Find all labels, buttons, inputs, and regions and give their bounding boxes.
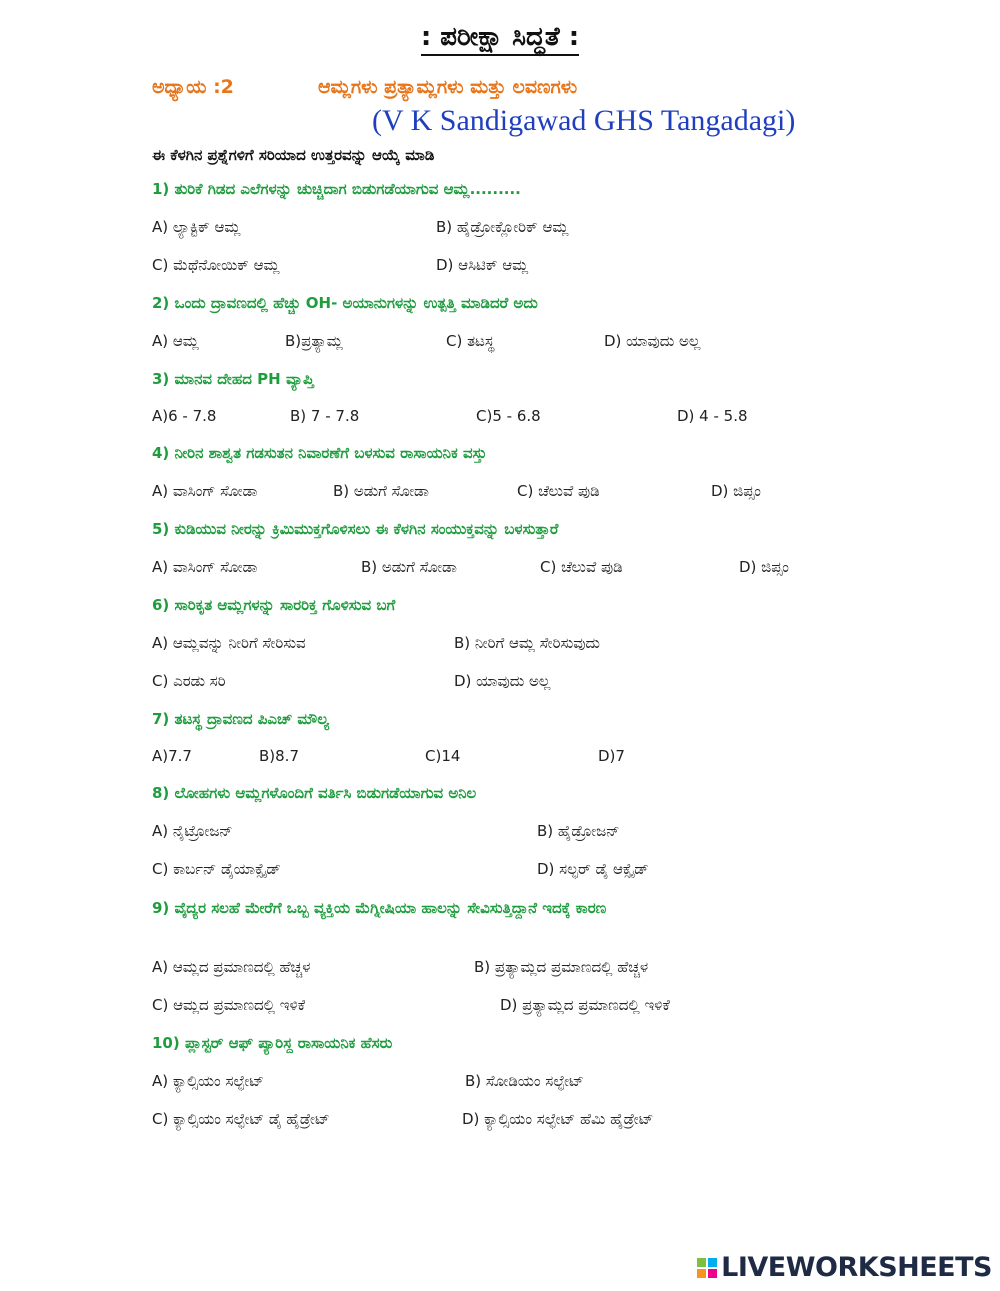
q4-option-d[interactable]: D) ಜಿಪ್ಸಂ xyxy=(711,482,761,500)
q6-option-d[interactable]: D) ಯಾವುದು ಅಲ್ಲ xyxy=(454,672,551,690)
question-6: 6) ಸಾರಿಕೃತ ಆಮ್ಲಗಳನ್ನು ಸಾರರಿಕ್ತ ಗೊಳಿಸುವ ಬಗೆ xyxy=(152,596,396,614)
q2-option-b[interactable]: B)ಪ್ರತ್ಯಾಮ್ಲ xyxy=(285,332,343,350)
logo-cube xyxy=(708,1269,717,1278)
q8-option-a[interactable]: A) ನೈಟ್ರೋಜನ್ xyxy=(152,822,233,840)
question-1: 1) ತುರಿಕೆ ಗಿಡದ ಎಲೆಗಳನ್ನು ಚುಚ್ಚಿದಾಗ ಬಿಡುಗಡೆಯಾಗುವ ಆಮ್ಲ......... xyxy=(152,180,521,198)
author-credit: (V K Sandigawad GHS Tangadagi) xyxy=(372,104,796,137)
q7-option-c[interactable]: C)14 xyxy=(425,747,461,765)
q3-option-d[interactable]: D) 4 - 5.8 xyxy=(677,407,748,425)
q8-option-d[interactable]: D) ಸಲ್ಫರ್ ಡೈ ಆಕ್ಸೈಡ್ xyxy=(537,860,649,878)
logo-cube xyxy=(708,1258,717,1267)
q4-option-b[interactable]: B) ಅಡುಗೆ ಸೋಡಾ xyxy=(333,482,429,500)
q5-option-d[interactable]: D) ಜಿಪ್ಸಂ xyxy=(739,558,789,576)
logo-cube xyxy=(697,1269,706,1278)
q9-option-a[interactable]: A) ಆಮ್ಲದ ಪ್ರಮಾಣದಲ್ಲಿ ಹೆಚ್ಚಳ xyxy=(152,958,311,976)
q6-option-a[interactable]: A) ಆಮ್ಲವನ್ನು ನೀರಿಗೆ ಸೇರಿಸುವ xyxy=(152,634,306,652)
q3-option-b[interactable]: B) 7 - 7.8 xyxy=(290,407,360,425)
q10-option-d[interactable]: D) ಕ್ಯಾಲ್ಸಿಯಂ ಸಲ್ಫೇಟ್ ಹೆಮಿ ಹೈಡ್ರೇಟ್ xyxy=(462,1110,654,1128)
question-3: 3) ಮಾನವ ದೇಹದ PH ವ್ಯಾಪ್ತಿ xyxy=(152,370,314,388)
q7-option-b[interactable]: B)8.7 xyxy=(259,747,299,765)
q1-option-a[interactable]: A) ಲ್ಯಾಕ್ಟಿಕ್ ಆಮ್ಲ xyxy=(152,218,241,236)
logo-text: LIVEWORKSHEETS xyxy=(721,1252,992,1283)
q2-option-a[interactable]: A) ಆಮ್ಲ xyxy=(152,332,199,350)
q2-option-c[interactable]: C) ತಟಸ್ಥ xyxy=(446,332,495,350)
question-7: 7) ತಟಸ್ಥ ದ್ರಾವಣದ ಪಿಎಚ್ ಮೌಲ್ಯ xyxy=(152,710,329,728)
question-2: 2) ಒಂದು ದ್ರಾವಣದಲ್ಲಿ ಹೆಚ್ಚು OH- ಅಯಾನುಗಳನ್ನು ಉತ್ಪತ್ತಿ ಮಾಡಿದರೆ ಅದು xyxy=(152,294,538,312)
q7-option-a[interactable]: A)7.7 xyxy=(152,747,192,765)
q1-option-d[interactable]: D) ಆಸಿಟಿಕ್ ಆಮ್ಲ xyxy=(436,256,529,274)
question-9: 9) ವೈದ್ಯರ ಸಲಹೆ ಮೇರೆಗೆ ಒಬ್ಬ ವ್ಯಕ್ತಿಯ ಮೆಗ್ನೀಷಿಯಾ ಹಾಲನ್ನು ಸೇವಿಸುತ್ತಿದ್ದಾನೆ ಇದಕ್ಕೆ ಕಾರಣ xyxy=(152,899,607,917)
q7-option-d[interactable]: D)7 xyxy=(598,747,625,765)
q2-option-d[interactable]: D) ಯಾವುದು ಅಲ್ಲ xyxy=(604,332,701,350)
q9-option-c[interactable]: C) ಆಮ್ಲದ ಪ್ರಮಾಣದಲ್ಲಿ ಇಳಿಕೆ xyxy=(152,996,306,1014)
q9-option-d[interactable]: D) ಪ್ರತ್ಯಾಮ್ಲದ ಪ್ರಮಾಣದಲ್ಲಿ ಇಳಿಕೆ xyxy=(500,996,670,1014)
q10-option-a[interactable]: A) ಕ್ಯಾಲ್ಸಿಯಂ ಸಲ್ಫೇಟ್ xyxy=(152,1072,264,1090)
page-title: : ಪರೀಕ್ಷಾ ಸಿದ್ಧತೆ : xyxy=(0,22,1000,53)
q8-option-c[interactable]: C) ಕಾರ್ಬನ್ ಡೈಯಾಕ್ಸೈಡ್ xyxy=(152,860,281,878)
q4-option-c[interactable]: C) ಚೆಲುವೆ ಪುಡಿ xyxy=(517,482,600,500)
q10-option-b[interactable]: B) ಸೋಡಿಯಂ ಸಲ್ಫೇಟ್ xyxy=(465,1072,584,1090)
q3-option-c[interactable]: C)5 - 6.8 xyxy=(476,407,541,425)
q5-option-a[interactable]: A) ವಾಸಿಂಗ್ ಸೋಡಾ xyxy=(152,558,258,576)
q1-option-c[interactable]: C) ಮೆಥೆನೋಯಿಕ್ ಆಮ್ಲ xyxy=(152,256,280,274)
q5-option-b[interactable]: B) ಅಡುಗೆ ಸೋಡಾ xyxy=(361,558,457,576)
chapter-label: ಅಧ್ಯಾಯ :2 xyxy=(152,76,234,98)
q9-option-b[interactable]: B) ಪ್ರತ್ಯಾಮ್ಲದ ಪ್ರಮಾಣದಲ್ಲಿ ಹೆಚ್ಚಳ xyxy=(474,958,649,976)
question-8: 8) ಲೋಹಗಳು ಆಮ್ಲಗಳೊಂದಿಗೆ ವರ್ತಿಸಿ ಬಿಡುಗಡೆಯಾಗುವ ಅನಿಲ xyxy=(152,784,477,802)
chapter-title: ಆಮ್ಲಗಳು ಪ್ರತ್ಯಾಮ್ಲಗಳು ಮತ್ತು ಲವಣಗಳು xyxy=(318,76,578,98)
q6-option-b[interactable]: B) ನೀರಿಗೆ ಆಮ್ಲ ಸೇರಿಸುವುದು xyxy=(454,634,600,652)
question-4: 4) ನೀರಿನ ಶಾಶ್ವತ ಗಡಸುತನ ನಿವಾರಣೆಗೆ ಬಳಸುವ ರಾಸಾಯನಿಕ ವಸ್ತು xyxy=(152,444,487,462)
q3-option-a[interactable]: A)6 - 7.8 xyxy=(152,407,217,425)
liveworksheets-logo[interactable] xyxy=(697,1252,992,1283)
q5-option-c[interactable]: C) ಚೆಲುವೆ ಪುಡಿ xyxy=(540,558,623,576)
question-5: 5) ಕುಡಿಯುವ ನೀರನ್ನು ಕ್ರಿಮಿಮುಕ್ತಗೊಳಿಸಲು ಈ ಕೆಳಗಿನ ಸಂಯುಕ್ತವನ್ನು ಬಳಸುತ್ತಾರೆ xyxy=(152,520,559,538)
q8-option-b[interactable]: B) ಹೈಡ್ರೋಜನ್ xyxy=(537,822,620,840)
q1-option-b[interactable]: B) ಹೈಡ್ರೋಕ್ಲೋರಿಕ್ ಆಮ್ಲ xyxy=(436,218,569,236)
q6-option-c[interactable]: C) ಎರಡು ಸರಿ xyxy=(152,672,226,690)
logo-cubes-icon xyxy=(697,1258,717,1278)
question-10: 10) ಪ್ಲಾಸ್ಟರ್ ಆಫ್ ಪ್ಯಾರಿಸ್ದ ರಾಸಾಯನಿಕ ಹೆಸರು xyxy=(152,1034,393,1052)
q10-option-c[interactable]: C) ಕ್ಯಾಲ್ಸಿಯಂ ಸಲ್ಫೇಟ್ ಡೈ ಹೈಡ್ರೇಟ್ xyxy=(152,1110,330,1128)
logo-cube xyxy=(697,1258,706,1267)
instruction-text: ಈ ಕೆಳಗಿನ ಪ್ರಶ್ನೆಗಳಿಗೆ ಸರಿಯಾದ ಉತ್ತರವನ್ನು ಆಯ್ಕೆ ಮಾಡಿ xyxy=(152,146,435,164)
q4-option-a[interactable]: A) ವಾಸಿಂಗ್ ಸೋಡಾ xyxy=(152,482,258,500)
